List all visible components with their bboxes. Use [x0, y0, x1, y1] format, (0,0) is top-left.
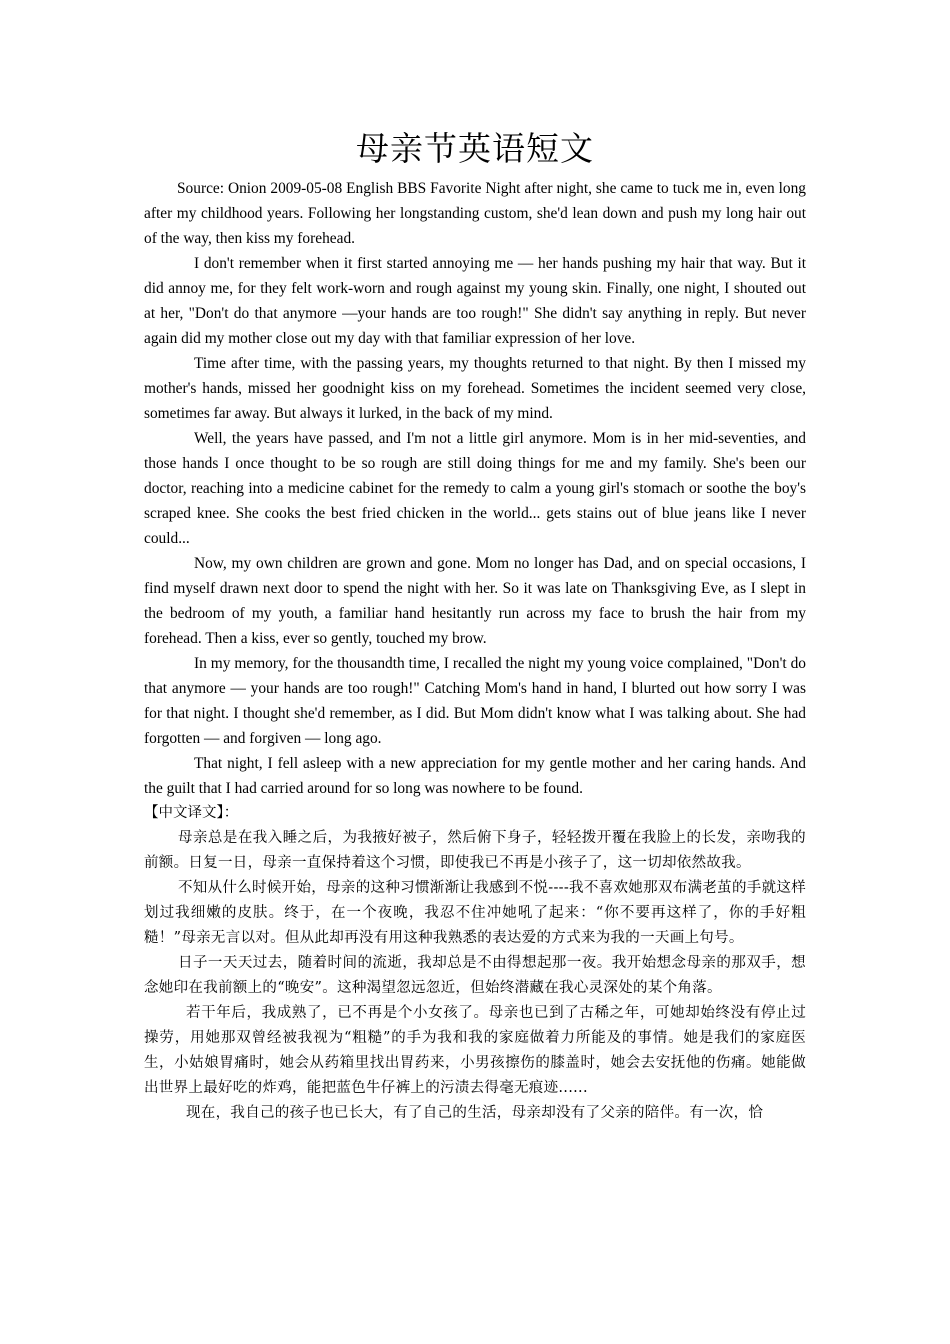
chinese-translation-header: 【中文译文】：: [144, 805, 239, 821]
chinese-paragraph: 母亲总是在我入睡之后，为我掖好被子，然后俯下身子，轻轻拨开覆在我脸上的长发，亲吻我的前额。日复一日，母亲一直保持着这个习惯，即使我已不再是小孩子了，这一切却依然故我。: [144, 830, 806, 871]
chinese-text: [144, 826, 806, 1126]
english-paragraph: That night, I fell asleep with a new appreciation for my gentle mother and her caring hands. And the guilt that I had carried around for so long was nowhere to be found.: [144, 755, 806, 797]
english-paragraph: Time after time, with the passing years, my thoughts returned to that night. By then I missed my mother's hands, missed her goodnight kiss on my forehead. Sometimes the incident seemed very close, sometimes far away. But always it lurked, in the back of my mind.: [144, 355, 806, 422]
english-paragraph: Now, my own children are grown and gone. Mom no longer has Dad, and on special occasions, I find myself drawn next door to spend the night with her. So it was late on Thanksgiving Eve, as I slept in the bedroom of my youth, a familiar hand hesitantly run across my face to brush the hair from my forehead. Then a kiss, ever so gently, touched my brow.: [144, 555, 806, 647]
chinese-paragraph: 若干年后，我成熟了，已不再是个小女孩了。母亲也已到了古稀之年，可她却始终没有停止过操劳，用她那双曾经被我视为“粗糙”的手为我和我的家庭做着力所能及的事情。她是我们的家庭医生，小姑娘胃痛时，她会从药箱里找出胃药来，小男孩擦伤的膝盖时，她会去安抚他的伤痛。她能做出世界上最好吃的炸鸡，能把蓝色牛仔裤上的污渍去得毫无痕迹......: [144, 1005, 806, 1096]
chinese-paragraph: 现在，我自己的孩子也已长大，有了自己的生活，母亲却没有了父亲的陪伴。有一次，恰: [186, 1105, 764, 1121]
english-paragraph: In my memory, for the thousandth time, I recalled the night my young voice complained, "Don't do that anymore — your hands are too rough!" Catching Mom's hand in hand, I blurted out how sorry I was for that night. I thought she'd remember, as I did. But Mom didn't know what I was talking about. She had forgotten — and forgiven — long ago.: [144, 655, 806, 747]
document-title: 母亲节英语短文: [356, 129, 594, 168]
english-paragraph: Source: Onion 2009-05-08 English BBS Favorite Night after night, she came to tuck me in, even long after my childhood years. Following her longstanding custom, she'd lean down and push my long hair out of the way, then kiss my forehead.: [144, 180, 806, 247]
chinese-paragraph: 日子一天天过去，随着时间的流逝，我却总是不由得想起那一夜。我开始想念母亲的那双手，想念她印在我前额上的“晚安”。这种渴望忽远忽近，但始终潜藏在我心灵深处的某个角落。: [144, 955, 806, 996]
chinese-paragraph: 不知从什么时候开始，母亲的这种习惯渐渐让我感到不悦----我不喜欢她那双布满老茧的手就这样划过我细嫩的皮肤。终于，在一个夜晚，我忍不住冲她吼了起来：“你不要再这样了，你的手好粗糙！”母亲无言以对。但从此却再没有用这种我熟悉的表达爱的方式来为我的一天画上句号。: [144, 880, 806, 946]
document-page: [144, 126, 806, 1126]
english-text: [144, 176, 806, 801]
english-paragraph: I don't remember when it first started annoying me — her hands pushing my hair that way. But it did annoy me, for they felt work-worn and rough against my young skin. Finally, one night, I shouted out at her, "Don't do that anymore —your hands are too rough!" She didn't say anything in reply. But never again did my mother close out my day with that familiar expression of her love.: [144, 255, 806, 347]
english-paragraph: Well, the years have passed, and I'm not a little girl anymore. Mom is in her mid-seventies, and those hands I once thought to be so rough are still doing things for me and my family. She's been our doctor, reaching into a medicine cabinet for the remedy to calm a young girl's stomach or soothe the boy's scraped knee. She cooks the best fried chicken in the world... gets stains out of blue jeans like I never could...: [144, 430, 806, 547]
